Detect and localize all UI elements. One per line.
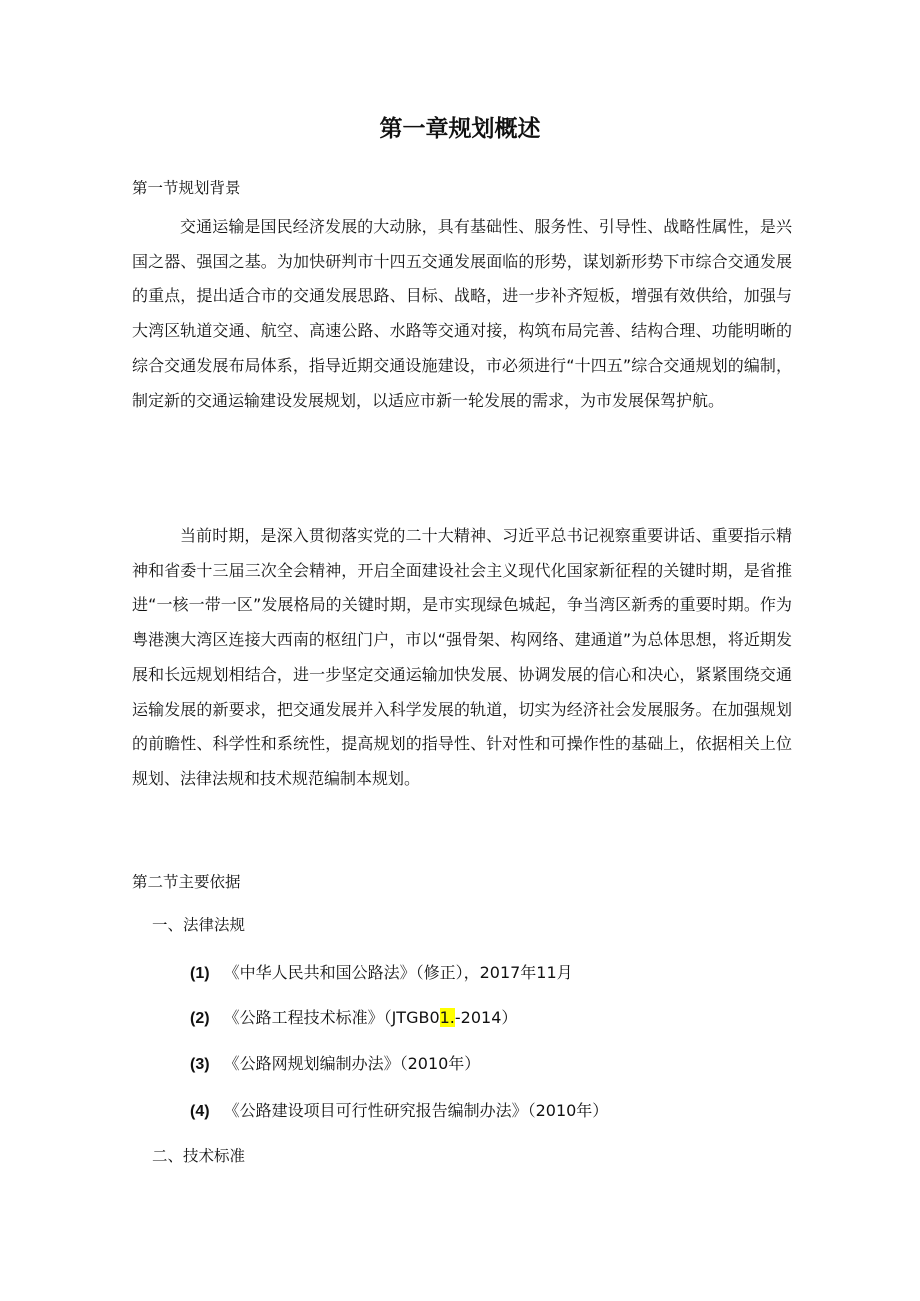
paragraph-background-2: 当前时期，是深入贯彻落实党的二十大精神、习近平总书记视察重要讲话、重要指示精神和省委十三届三次全会精神，开启全面建设社会主义现代化国家新征程的关键时期，是省推进“一核一带一区”发展格局的关键时期，是市实现绿色城起，争当湾区新秀的重要时期。作为粤港澳大湾区连接大西南的枢纽门户，市以“强骨架、构网络、建通道”为总体思想，将近期发展和长远规划相结合，进一步坚定交通运输加快发展、协调发展的信心和决心，紧紧围绕交通运输发展的新要求，把交通发展并入科学发展的轨道，切实为经济社会发展服务。在加强规划的前瞻性、科学性和系统性，提高规划的指导性、针对性和可操作性的基础上，依据相关上位规划、法律法规和技术规范编制本规划。	[132, 526, 792, 788]
reference-text: 《公路建设项目可行性研究报告编制办法》（	[223, 1101, 536, 1120]
section-heading-background: 第一节规划背景	[132, 179, 241, 197]
reference-item-4	[190, 1098, 608, 1121]
reference-code-tail: -2014）	[454, 1008, 518, 1027]
reference-text: 《公路网规划编制办法》（	[223, 1054, 408, 1073]
highlighted-text: 1.	[439, 1008, 455, 1027]
subheading-laws: 一、法律法规	[152, 916, 246, 934]
chapter-title: 第一章规划概述	[379, 115, 541, 141]
reference-text: 《公路工程技术标准》（	[223, 1008, 392, 1027]
reference-date: 2010年）	[535, 1101, 609, 1120]
reference-item-2	[190, 1005, 517, 1028]
reference-code: JTGB0	[391, 1008, 440, 1027]
reference-item-3	[190, 1051, 480, 1074]
subheading-technical-standards: 二、技术标准	[152, 1147, 246, 1165]
reference-number: (3)	[190, 1056, 210, 1073]
reference-text: 《中华人民共和国公路法》（修正），	[223, 963, 480, 982]
reference-date: 2017年11月	[479, 963, 573, 982]
reference-number: (2)	[190, 1010, 210, 1027]
section-heading-basis: 第二节主要依据	[132, 873, 241, 891]
paragraph-background-1: 交通运输是国民经济发展的大动脉，具有基础性、服务性、引导性、战略性属性，是兴国之器、强国之基。为加快研判市十四五交通发展面临的形势，谋划新形势下市综合交通发展的重点，提出适合市的交通发展思路、目标、战略，进一步补齐短板，增强有效供给，加强与大湾区轨道交通、航空、高速公路、水路等交通对接，构筑布局完善、结构合理、功能明晰的综合交通发展布局体系，指导近期交通设施建设，市必须进行“十四五”综合交通规划的编制，制定新的交通运输建设发展规划，以适应市新一轮发展的需求，为市发展保驾护航。	[132, 217, 792, 410]
reference-number: (4)	[190, 1103, 210, 1120]
reference-item-1	[190, 960, 573, 983]
reference-number: (1)	[190, 965, 210, 982]
reference-date: 2010年）	[407, 1054, 481, 1073]
